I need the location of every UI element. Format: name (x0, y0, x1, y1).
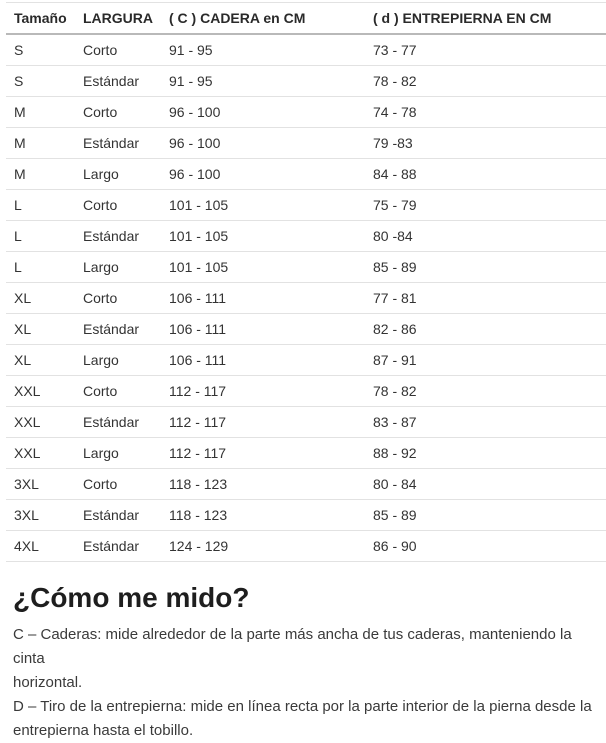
cell-cadera: 112 - 117 (161, 407, 365, 438)
cell-entrepierna: 83 - 87 (365, 407, 606, 438)
cell-cadera: 91 - 95 (161, 34, 365, 66)
col-header-tamano: Tamaño (6, 3, 75, 35)
cell-largura: Estándar (75, 314, 161, 345)
instruction-line: entrepierna hasta el tobillo. (13, 722, 194, 739)
cell-entrepierna: 84 - 88 (365, 159, 606, 190)
cell-entrepierna: 88 - 92 (365, 438, 606, 469)
table-row (6, 500, 606, 531)
table-row (6, 190, 606, 221)
table-row (6, 345, 606, 376)
table-row (6, 376, 606, 407)
cell-largura: Corto (75, 97, 161, 128)
cell-cadera: 124 - 129 (161, 531, 365, 562)
cell-largura: Estándar (75, 66, 161, 97)
cell-largura: Corto (75, 190, 161, 221)
cell-entrepierna: 85 - 89 (365, 252, 606, 283)
cell-tamano: XXL (6, 376, 75, 407)
cell-cadera: 101 - 105 (161, 221, 365, 252)
table-row (6, 314, 606, 345)
table-row (6, 252, 606, 283)
cell-tamano: XXL (6, 438, 75, 469)
cell-cadera: 101 - 105 (161, 252, 365, 283)
size-chart-table (6, 2, 606, 562)
cell-tamano: XL (6, 283, 75, 314)
table-row (6, 66, 606, 97)
cell-cadera: 112 - 117 (161, 438, 365, 469)
cell-largura: Estándar (75, 407, 161, 438)
cell-largura: Largo (75, 252, 161, 283)
cell-tamano: L (6, 190, 75, 221)
instruction-line: horizontal. (13, 674, 83, 691)
cell-cadera: 96 - 100 (161, 128, 365, 159)
table-row (6, 128, 606, 159)
table-row (6, 407, 606, 438)
section-heading: ¿Cómo me mido? (13, 582, 250, 613)
instruction-line: C – Caderas: mide alrededor de la parte más ancha de tus caderas, manteniendo la cinta (13, 626, 572, 667)
cell-entrepierna: 82 - 86 (365, 314, 606, 345)
cell-cadera: 106 - 111 (161, 283, 365, 314)
cell-entrepierna: 80 -84 (365, 221, 606, 252)
cell-largura: Corto (75, 283, 161, 314)
table-row (6, 438, 606, 469)
cell-tamano: L (6, 221, 75, 252)
cell-tamano: S (6, 34, 75, 66)
col-header-entrepierna: ( d ) ENTREPIERNA EN CM (365, 3, 606, 35)
table-row (6, 34, 606, 66)
cell-entrepierna: 78 - 82 (365, 66, 606, 97)
table-row (6, 531, 606, 562)
col-header-largura: LARGURA (75, 3, 161, 35)
cell-cadera: 118 - 123 (161, 469, 365, 500)
cell-tamano: M (6, 159, 75, 190)
cell-tamano: 3XL (6, 500, 75, 531)
cell-tamano: M (6, 97, 75, 128)
cell-tamano: M (6, 128, 75, 159)
cell-cadera: 91 - 95 (161, 66, 365, 97)
table-header-row (6, 3, 606, 35)
cell-cadera: 106 - 111 (161, 314, 365, 345)
size-guide-page (0, 2, 606, 739)
cell-largura: Corto (75, 34, 161, 66)
cell-tamano: 3XL (6, 469, 75, 500)
cell-entrepierna: 75 - 79 (365, 190, 606, 221)
cell-cadera: 101 - 105 (161, 190, 365, 221)
cell-largura: Largo (75, 345, 161, 376)
cell-largura: Estándar (75, 531, 161, 562)
cell-largura: Largo (75, 438, 161, 469)
cell-tamano: 4XL (6, 531, 75, 562)
cell-largura: Largo (75, 159, 161, 190)
cell-largura: Estándar (75, 221, 161, 252)
cell-entrepierna: 86 - 90 (365, 531, 606, 562)
table-row (6, 221, 606, 252)
cell-entrepierna: 78 - 82 (365, 376, 606, 407)
cell-cadera: 118 - 123 (161, 500, 365, 531)
table-row (6, 159, 606, 190)
cell-tamano: S (6, 66, 75, 97)
cell-tamano: XL (6, 345, 75, 376)
cell-largura: Estándar (75, 500, 161, 531)
measure-instructions (13, 623, 606, 743)
cell-largura: Corto (75, 469, 161, 500)
cell-entrepierna: 87 - 91 (365, 345, 606, 376)
table-row (6, 97, 606, 128)
instruction-line: D – Tiro de la entrepierna: mide en línea recta por la parte interior de la pierna desde la (13, 698, 592, 715)
cell-entrepierna: 74 - 78 (365, 97, 606, 128)
cell-cadera: 112 - 117 (161, 376, 365, 407)
cell-cadera: 96 - 100 (161, 97, 365, 128)
cell-largura: Estándar (75, 128, 161, 159)
cell-tamano: XXL (6, 407, 75, 438)
cell-entrepierna: 79 -83 (365, 128, 606, 159)
cell-entrepierna: 85 - 89 (365, 500, 606, 531)
table-body (6, 34, 606, 562)
cell-tamano: L (6, 252, 75, 283)
cell-tamano: XL (6, 314, 75, 345)
table-row (6, 469, 606, 500)
table-row (6, 283, 606, 314)
cell-entrepierna: 80 - 84 (365, 469, 606, 500)
cell-cadera: 96 - 100 (161, 159, 365, 190)
cell-entrepierna: 73 - 77 (365, 34, 606, 66)
cell-entrepierna: 77 - 81 (365, 283, 606, 314)
cell-largura: Corto (75, 376, 161, 407)
cell-cadera: 106 - 111 (161, 345, 365, 376)
col-header-cadera: ( C ) CADERA en CM (161, 3, 365, 35)
